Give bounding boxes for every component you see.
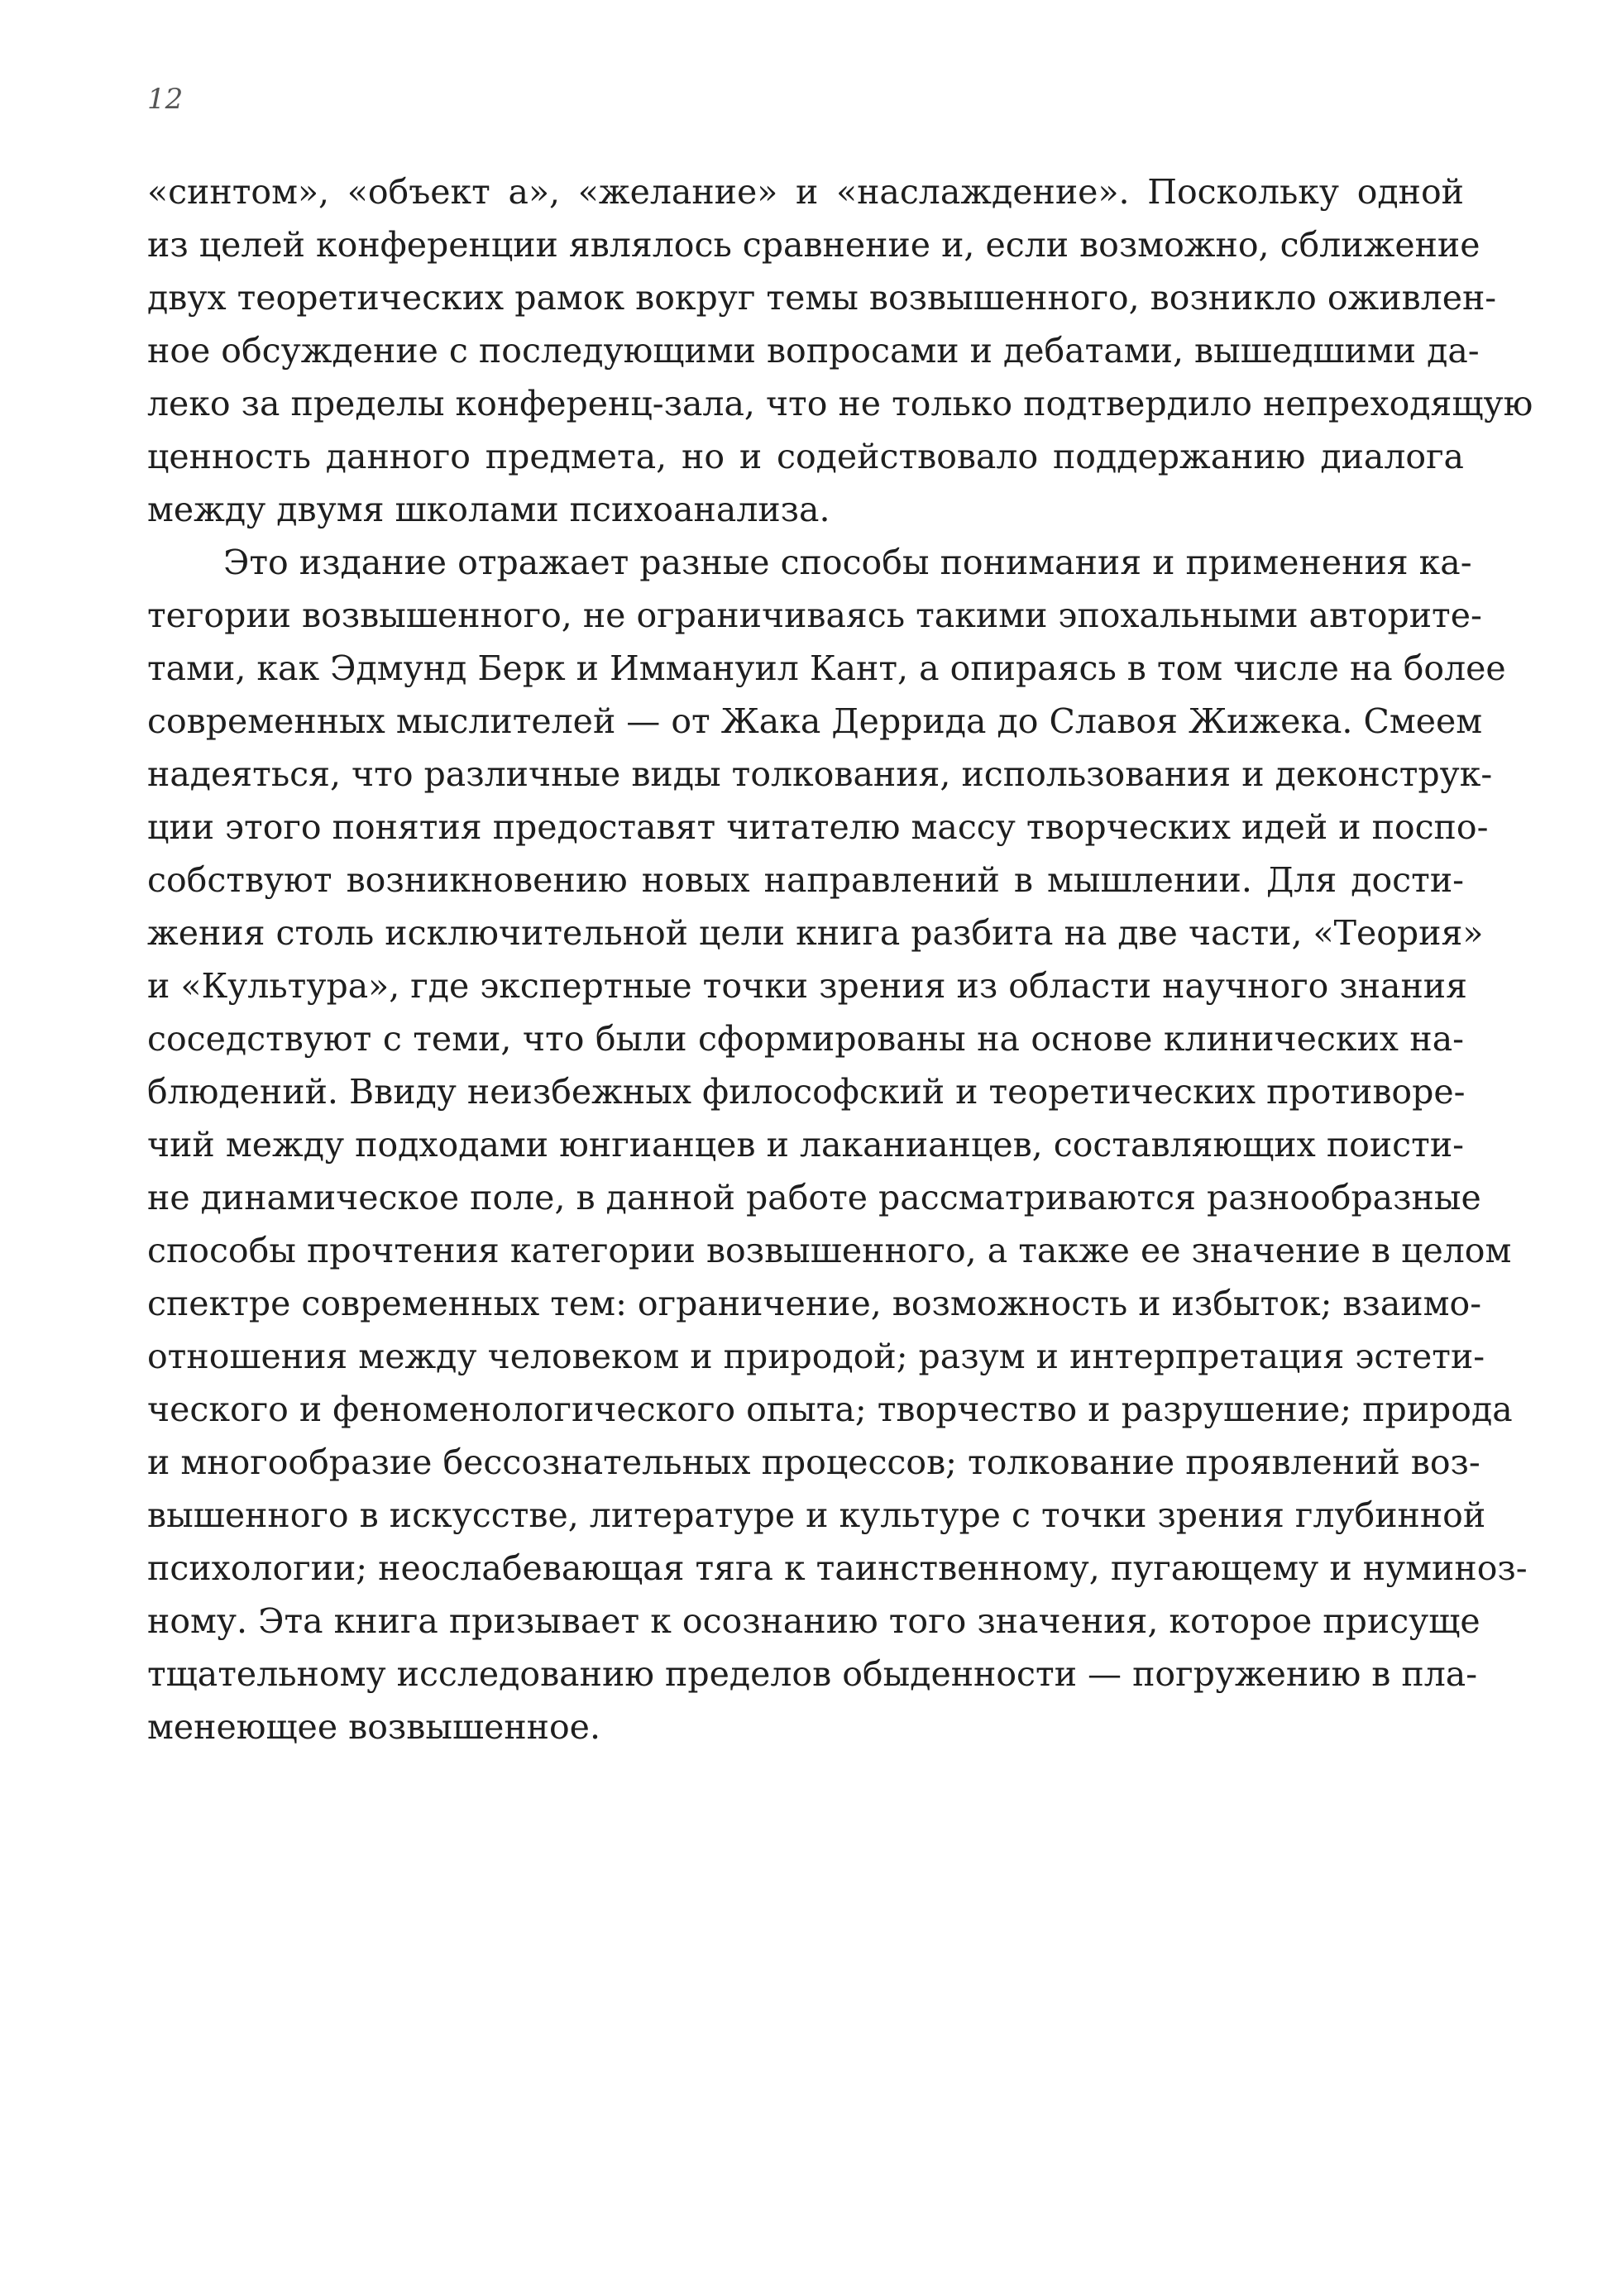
text-line: блюдений. Ввиду неизбежных философский и теоретических противоре- (147, 1072, 1466, 1112)
text-line: и «Культура», где экспертные точки зрения из области научного знания (147, 966, 1467, 1006)
text-line: ное обсуждение с последующими вопросами и дебатами, вышедшими да- (147, 331, 1480, 371)
text-line: тами, как Эдмунд Берк и Иммануил Кант, а опираясь в том числе на более (147, 648, 1506, 688)
text-line: собствуют возникновению новых направлений в мышлении. Для дости- (147, 860, 1464, 900)
text-line: двух теоретических рамок вокруг темы возвышенного, возникло оживлен- (147, 278, 1497, 318)
text-line: из целей конференции являлось сравнение и, если возможно, сближение (147, 225, 1480, 265)
text-line: ции этого понятия предоставят читателю массу творческих идей и поспо- (147, 807, 1489, 847)
text-line: соседствуют с теми, что были сформированы на основе клинических на- (147, 1019, 1464, 1059)
text-line: и многообразие бессознательных процессов; толкование проявлений воз- (147, 1442, 1480, 1482)
text-line: психологии; неослабевающая тяга к таинственному, пугающему и нуминоз- (147, 1548, 1528, 1588)
text-line: между двумя школами психоанализа. (147, 490, 830, 529)
text-line: тегории возвышенного, не ограничиваясь такими эпохальными авторите- (147, 596, 1482, 635)
body-text (147, 165, 1533, 1753)
text-line: ценность данного предмета, но и содействовало поддержанию диалога (147, 437, 1464, 476)
text-line: вышенного в искусстве, литературе и культуре с точки зрения глубинной (147, 1495, 1486, 1535)
text-line: леко за пределы конференц-зала, что не только подтвердило непреходящую (147, 384, 1533, 423)
page-number: 12 (147, 83, 184, 116)
text-line: тщательному исследованию пределов обыденности — погружению в пла- (147, 1654, 1478, 1694)
paragraph-2 (147, 536, 1528, 1753)
text-line: ческого и феноменологического опыта; творчество и разрушение; природа (147, 1390, 1513, 1429)
text-line: менеющее возвышенное. (147, 1707, 600, 1747)
text-line: Это издание отражает разные способы понимания и применения ка- (223, 543, 1472, 582)
text-line: спектре современных тем: ограничение, возможность и избыток; взаимо- (147, 1284, 1482, 1323)
text-line: способы прочтения категории возвышенного, а также ее значение в целом (147, 1231, 1512, 1270)
text-line: ному. Эта книга призывает к осознанию того значения, которое присуще (147, 1601, 1480, 1641)
text-line: «синтом», «объект a», «желание» и «наслаждение». Поскольку одной (147, 172, 1464, 212)
text-line: чий между подходами юнгианцев и лаканианцев, составляющих поисти- (147, 1125, 1464, 1165)
text-line: современных мыслителей — от Жака Деррида до Славоя Жижека. Смеем (147, 701, 1483, 741)
text-line: не динамическое поле, в данной работе рассматриваются разнообразные (147, 1178, 1481, 1217)
paragraph-1 (147, 165, 1533, 536)
text-line: надеяться, что различные виды толкования, использования и деконструк- (147, 754, 1493, 794)
text-line: отношения между человеком и природой; разум и интерпретация эстети- (147, 1337, 1485, 1376)
text-line: жения столь исключительной цели книга разбита на две части, «Теория» (147, 913, 1484, 953)
